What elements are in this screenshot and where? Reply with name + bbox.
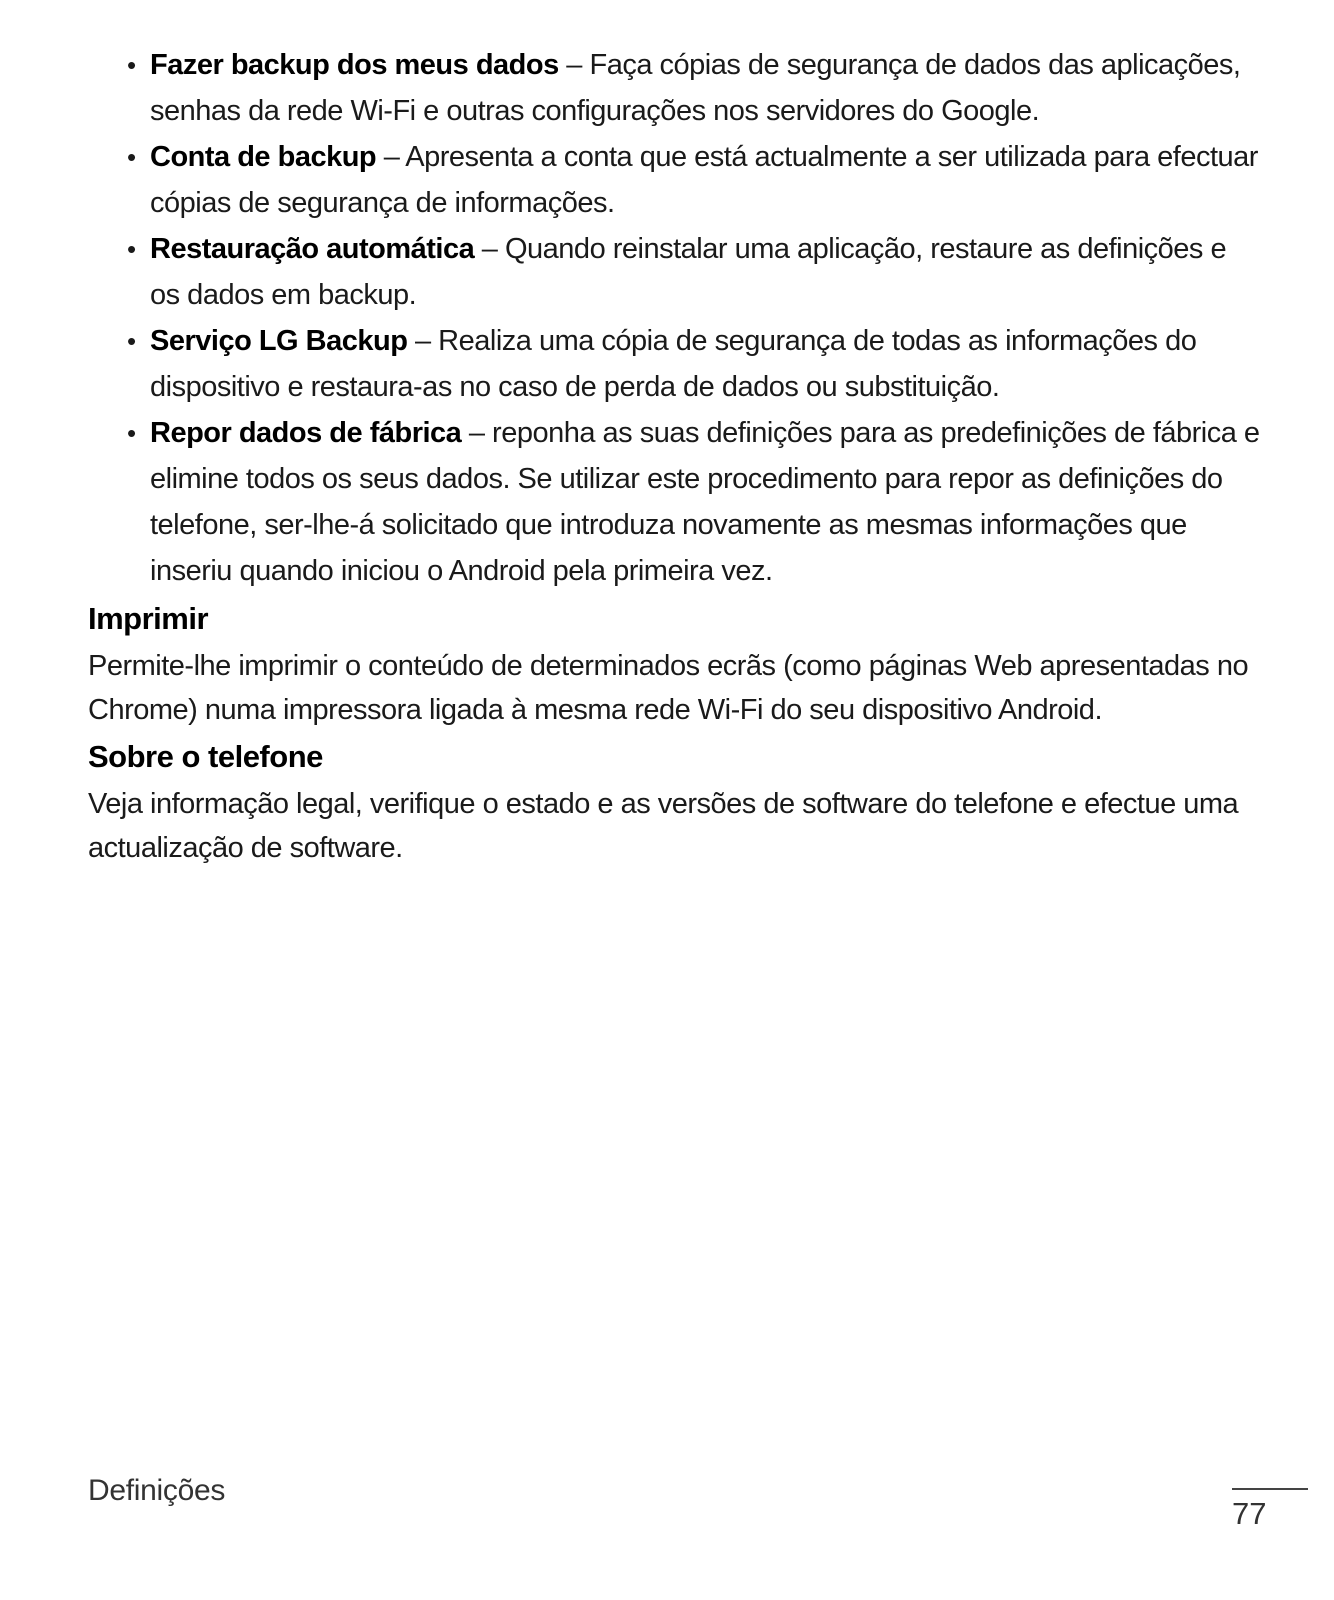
bullet-icon: • — [127, 234, 136, 264]
term-description: – Quando reinstalar uma aplicação, restaure as definições e os dados em backup. — [150, 233, 1227, 311]
list-item-backup-my-data — [88, 42, 1263, 134]
section-body: Permite-lhe imprimir o conteúdo de determinados ecrãs (como páginas Web apresentadas no Chrome) numa impressora ligada à mesma rede Wi-Fi do seu dispositivo Android. — [88, 650, 1249, 726]
section-about-phone — [88, 734, 1263, 870]
bullet-icon: • — [127, 326, 136, 356]
section-print — [88, 596, 1263, 732]
term-description: – reponha as suas definições para as predefinições de fábrica e elimine todos os seus dados. Se utilizar este procedimento para repor as definições do telefone, ser-lhe-á solicitado que introduza novamente as mesmas informações que inseriu quando iniciou o Android pela primeira vez. — [150, 417, 1260, 587]
term-description: – Apresenta a conta que está actualmente a ser utilizada para efectuar cópias de segurança de informações. — [150, 141, 1258, 219]
page-number-rule — [1232, 1488, 1308, 1490]
list-item-lg-backup-service — [88, 318, 1263, 410]
list-item-backup-account — [88, 134, 1263, 226]
section-body: Veja informação legal, verifique o estado e as versões de software do telefone e efectue uma actualização de software. — [88, 788, 1239, 864]
term-label: Conta de backup — [150, 141, 377, 173]
section-heading: Imprimir — [88, 601, 209, 636]
section-heading: Sobre o telefone — [88, 739, 323, 774]
bullet-icon: • — [127, 142, 136, 172]
page-number: 77 — [1232, 1496, 1267, 1531]
bullet-icon: • — [127, 418, 136, 448]
list-item-factory-reset — [88, 410, 1263, 594]
term-description: – Faça cópias de segurança de dados das aplicações, senhas da rede Wi-Fi e outras configurações nos servidores do Google. — [150, 49, 1241, 127]
page-content — [88, 42, 1263, 870]
term-label: Serviço LG Backup — [150, 325, 408, 357]
term-label: Restauração automática — [150, 233, 475, 265]
footer-section-title: Definições — [88, 1474, 226, 1507]
backup-options-list — [88, 42, 1263, 594]
list-item-automatic-restore — [88, 226, 1263, 318]
term-label: Repor dados de fábrica — [150, 417, 462, 449]
term-label: Fazer backup dos meus dados — [150, 49, 559, 81]
term-description: – Realiza uma cópia de segurança de todas as informações do dispositivo e restaura-as no caso de perda de dados ou substituição. — [150, 325, 1197, 403]
bullet-icon: • — [127, 50, 136, 80]
